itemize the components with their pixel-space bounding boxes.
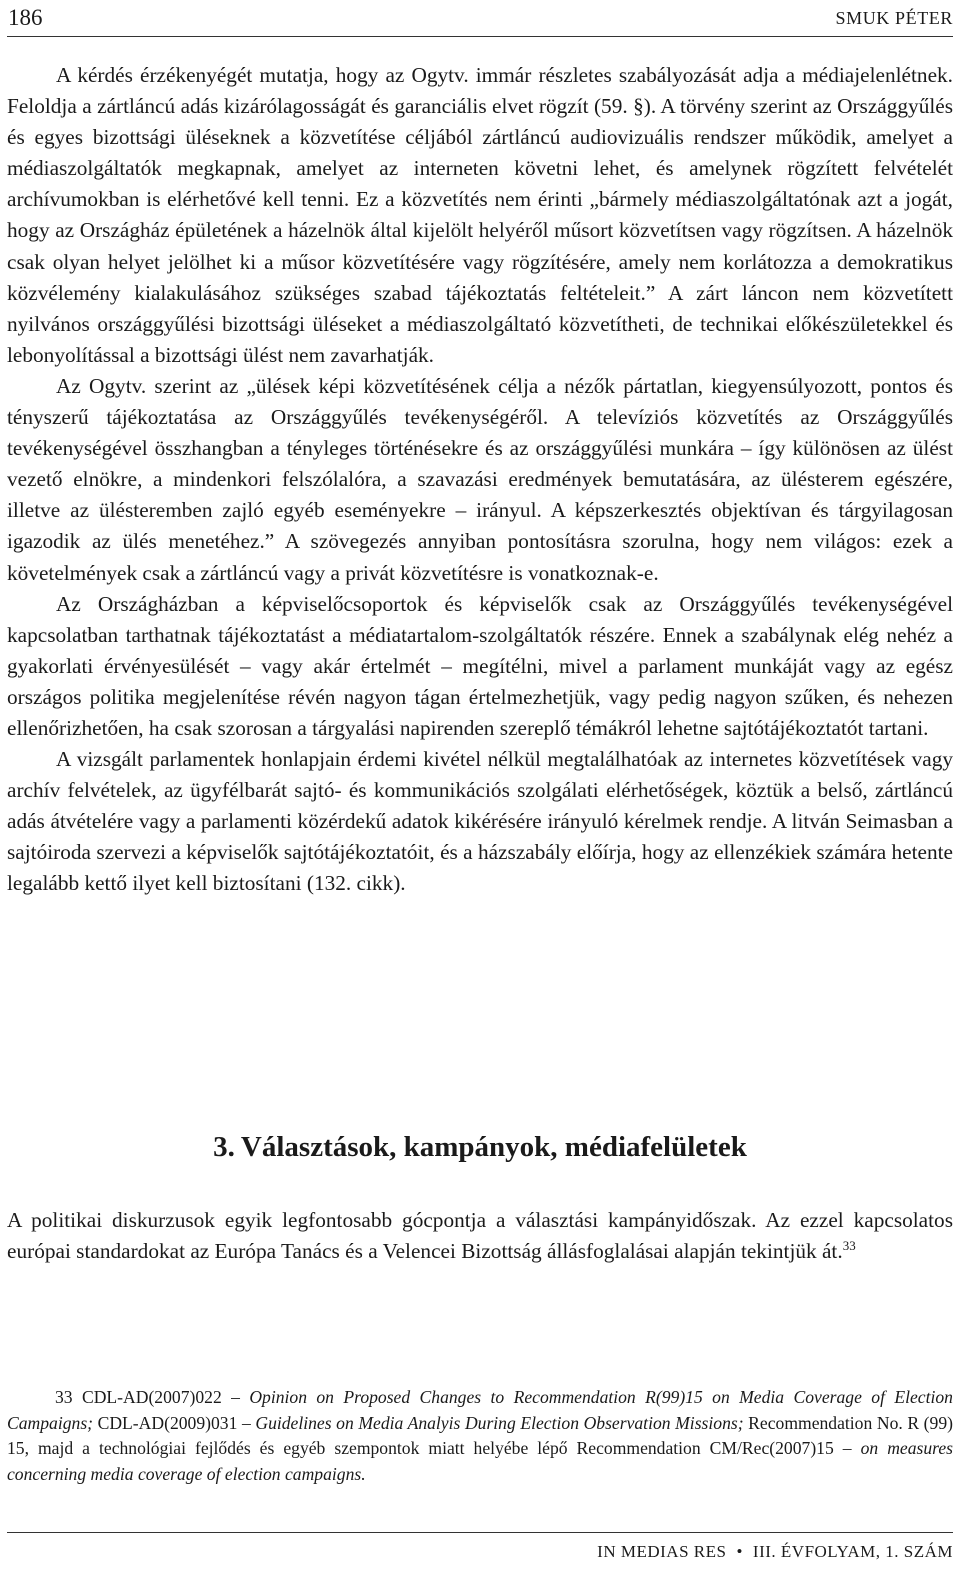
section-intro: [7, 1205, 953, 1267]
intro-paragraph: [7, 1205, 953, 1267]
body-paragraph: Az Ogytv. szerint az „ülések képi közvetítésének célja a nézők pártatlan, kiegyensúlyozott, pontos és tényszerű tájékoztatása az Országgyűlés tevékenységéről. A televíziós közvetítés az Országgyűlés tevékenységével összhangban a tényleges történésekre és az országgyűlési munkára – így különösen az ülést vezető elnökre, a mindenkori felszólalóra, a szavazási eredmények bemutatására, az ülésterem egészére, illetve az ülésteremben zajló egyéb eseményekre – irányul. A képszerkesztés objektívan és tárgyilagosan igazodik az ülés menetéhez.” A szövegezés annyiban pontosításra szorulna, hogy nem világos: ezek a követelmények csak a zártláncú vagy a privát közvetítésre is vonatkoznak-e.: [7, 373, 953, 585]
footnote: [7, 1385, 953, 1487]
running-head-author: SMUK PÉTER: [835, 7, 953, 28]
footnote-title: Guidelines on Media Analyis During Election Observation Missions;: [255, 1412, 744, 1433]
section-number: 3.: [213, 1131, 235, 1163]
page-footer: [7, 1532, 953, 1570]
body-paragraph: A vizsgált parlamentek honlapjain érdemi kivétel nélkül megtalálhatóak az internetes közvetítések vagy archív felvételek, az ügyfélbarát sajtó- és kommunikációs szolgálati elérhetőségek, köztük a belső, zártláncú adás átvételére vagy a parlamenti közérdekű adatok kikérésére irányuló kérelmek rendje. A litván Seimasban a sajtóiroda szervezi a képviselők sajtótájékoztatóit, és a házszabály előírja, hogy az ellenzékiek számára hetente legalább kettő ilyet kell biztosítani (132. cikk).: [7, 747, 953, 896]
journal-issue: III. ÉVFOLYAM, 1. SZÁM: [752, 1541, 953, 1561]
intro-text: A politikai diskurzusok egyik legfontosabb gócpontja a választási kampányidőszak. Az ezzel kapcsolatos európai standardokat az Európa Tanács és a Velencei Bizottság állásfoglalásai alapján tekintjük át.: [7, 1208, 953, 1264]
footnote-text: CDL-AD(2007)022 –: [81, 1387, 250, 1407]
page-header: [7, 0, 953, 37]
body-paragraph: A kérdés érzékenyégét mutatja, hogy az Ogytv. immár részletes szabályozását adja a médiajelenlétnek. Feloldja a zártláncú adás kizárólagosságát és garanciális elvet rögzít (59. §). A törvény szerint az Országgyűlés és egyes bizottsági üléseknek a közvetítése céljából zártláncú audiovizuális rendszer működik, amelyet a médiaszolgáltatók megkapnak, amelyet az interneten követni lehet, és amelynek rögzített felvételét archívumokban is elérhetővé kell tenni. Ez a közvetítés nem érinti „bármely médiaszolgáltatónak azt a jogát, hogy az Országház épületének a házelnök által kijelölt helyéről műsort közvetítsen vagy rögzítsen. A házelnök csak olyan helyet jelölhet ki a műsor közvetítésére vagy rögzítésére, amely nem korlátozza a demokratikus közvélemény kialakulásához szükséges szabad tájékoztatás feltételeit.” A zárt láncon nem közvetített nyilvános országgyűlési bizottsági üléseket a médiaszolgáltató közvetítheti, de technikai előkészületekkel és lebonyolítással a bizottsági ülést nem zavarhatják.: [7, 63, 953, 367]
footnote-reference[interactable]: 33: [842, 1238, 856, 1254]
footnote-title: on measures concerning media coverage of election campaigns.: [7, 1438, 953, 1484]
footnote-text: CDL-AD(2009)031 –: [93, 1412, 256, 1433]
journal-name: IN MEDIAS RES: [597, 1541, 727, 1561]
footnote-text: Recommendation No. R (99) 15, majd a technológiai fejlődés és egyéb szempontok miatt helyébe lépő Recommendation CM/Rec(2007)15 –: [7, 1412, 953, 1459]
bullet-separator: •: [736, 1541, 743, 1561]
page-number: 186: [8, 5, 43, 30]
body-paragraph: Az Országházban a képviselőcsoportok és képviselők csak az Országgyűlés tevékenységével kapcsolatban tarthatnak tájékoztatást a médiatartalom-szolgáltatók részére. Ennek a szabálynak elég nehéz a gyakorlati érvényesülését – vagy akár értelmét – megítélni, mivel a parlament munkáját vagy az egész országos politika megjelenítése révén nagyon tágan értelmezhetjük, vagy pedig nagyon szűken, és nehezen ellenőrizhetően, ha csak szorosan a tárgyalási napirenden szereplő témákról lehetne sajtótájékoztatót tartani.: [7, 591, 953, 740]
section-heading: [0, 1131, 960, 1164]
footnote-title: Opinion on Proposed Changes to Recommendation R(99)15 on Media Coverage of Election Campaigns;: [7, 1387, 953, 1433]
section-title: Választások, kampányok, médiafelületek: [240, 1131, 747, 1163]
footnote-number: 33: [55, 1387, 73, 1407]
main-body-text: [7, 60, 953, 900]
footnote-paragraph: [7, 1385, 953, 1487]
